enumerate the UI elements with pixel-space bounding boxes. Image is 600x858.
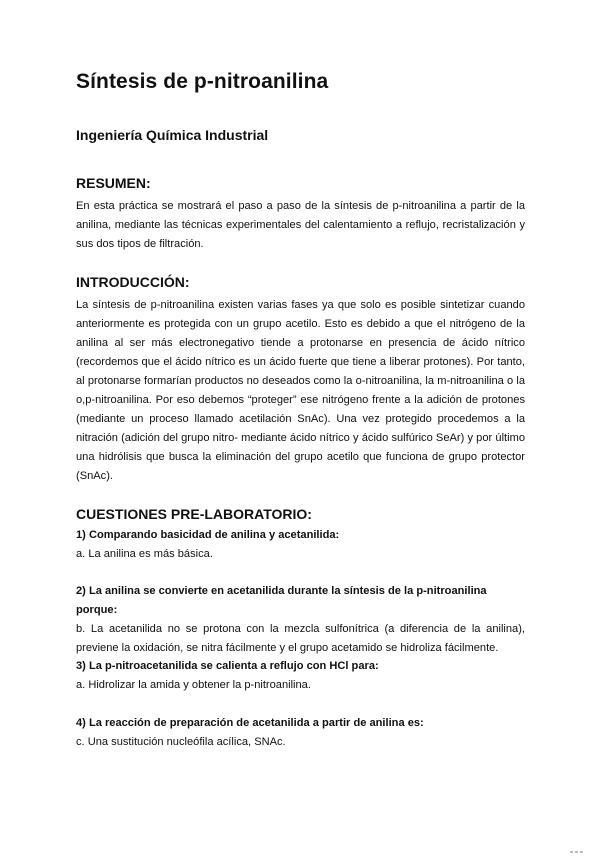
question-4 <box>76 714 525 752</box>
question-2 <box>76 582 525 658</box>
question-2-answer: b. La acetanilida no se protona con la mezcla sulfonítrica (a diferencia de la anilina), previene la oxidación, se nitra fácilmente y el grupo acetamido se hidroliza fácilmente. <box>76 623 525 654</box>
question-1-text: 1) Comparando basicidad de anilina y acetanilida: <box>76 529 340 541</box>
cuestiones-heading: CUESTIONES PRE-LABORATORIO: <box>76 506 312 522</box>
document-subtitle: Ingeniería Química Industrial <box>76 127 269 143</box>
question-3-answer: a. Hidrolizar la amida y obtener la p-nitroanilina. <box>76 679 311 691</box>
question-1 <box>76 526 525 564</box>
document-title: Síntesis de p-nitroanilina <box>76 70 329 93</box>
introduccion-text: La síntesis de p-nitroanilina existen varias fases ya que solo es posible sintetizar cuando anteriormente es protegida con un grupo acetilo. Esto es debido a que el nitrógeno de la anilina al ser más electronegativo tiende a protonarse en presencia de ácido nítrico (recordemos que el ácido nítrico es un ácido fuerte que tiene a liberar protones). Por tanto, al protonarse formarían productos no deseados como la o-nitroanilina, la m-nitroanilina o la o,p-nitroanilina. Por eso debemos “proteger” ese nitrógeno frente a la adición de protones (mediante un proceso llamado acetilación SnAc). Una vez protegido procedemos a la nitración (adición del grupo nitro- mediante ácido nítrico y ácido sulfúrico SeAr) y por último una hidrólisis que busca la eliminación del grupo acetilo que funciona de grupo protector (SnAc). <box>76 299 525 482</box>
page-corner-mark <box>570 840 594 844</box>
resumen-section <box>76 175 525 254</box>
question-3-text: 3) La p-nitroacetanilida se calienta a reflujo con HCl para: <box>76 660 379 672</box>
question-3 <box>76 657 525 695</box>
introduccion-section <box>76 274 525 486</box>
question-1-answer: a. La anilina es más básica. <box>76 548 213 560</box>
question-4-answer: c. Una sustitución nucleófila acílica, SNAc. <box>76 736 286 748</box>
resumen-heading: RESUMEN: <box>76 175 151 191</box>
question-2-text: 2) La anilina se convierte en acetanilida durante la síntesis de la p-nitroanilina porque: <box>76 585 487 616</box>
question-4-text: 4) La reacción de preparación de acetanilida a partir de anilina es: <box>76 717 424 729</box>
introduccion-heading: INTRODUCCIÓN: <box>76 274 190 290</box>
resumen-text: En esta práctica se mostrará el paso a paso de la síntesis de p-nitroanilina a partir de la anilina, mediante las técnicas experimentales del calentamiento a reflujo, recristalización y sus dos tipos de filtración. <box>76 200 525 250</box>
